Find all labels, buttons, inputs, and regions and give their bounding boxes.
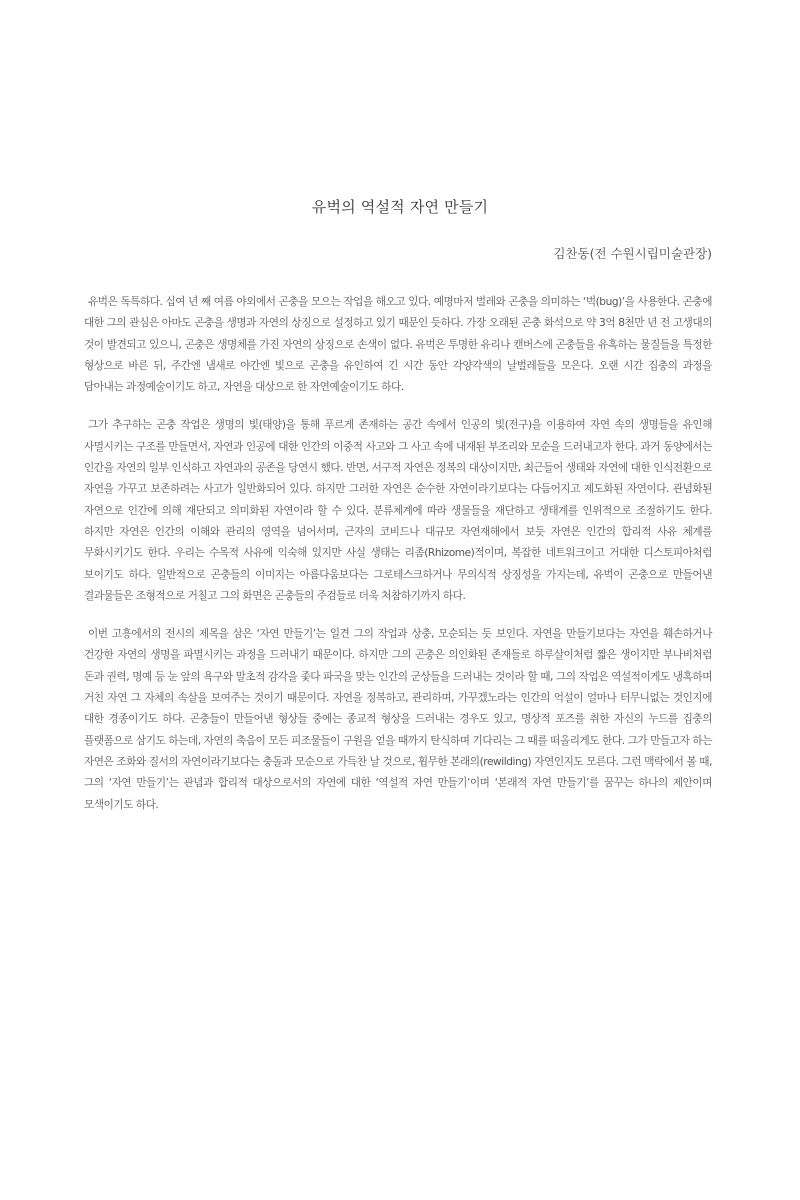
paragraph-1: 유벅은 독특하다. 십여 년 째 여름 야외에서 곤충을 모으는 작업을 해오고 있다. 예명마저 벌레와 곤충을 의미하는 ‘벅(bug)’을 사용한다. 곤충에 대한 그의 관심은 아마도 곤충을 생명과 자연의 상징으로 설정하고 있기 때문인 듯하다. 가장 오래된 곤충 화석으로 약 3억 8천만 년 전 고생대의 것이 발견되고 있으니, 곤충은 생명체를 가진 자연의 상징으로 손색이 없다. 유벅은 투명한 유리나 캔버스에 곤충들을 유혹하는 물질들을 특정한 형상으로 바른 뒤, 주간엔 냄새로 야간엔 빛으로 곤충을 유인하여 긴 시간 동안 각양각색의 날벌레들을 모은다. 오랜 시간 집충의 과정을 담아내는 과정예술이기도 하고, 자연을 대상으로 한 자연예술이기도 하다. <box>84 296 712 394</box>
document-author: 김찬동(전 수원시립미술관장) <box>553 246 712 261</box>
paragraph-3: 이번 고흥에서의 전시의 제목을 삼은 ‘자연 만들기’는 일견 그의 작업과 상충, 모순되는 듯 보인다. 자연을 만들기보다는 자연을 훼손하거나 건강한 자연의 생명을 파멸시키는 과정을 드러내기 때문이다. 하지만 그의 곤충은 의인화된 존재들로 하루살이처럼 짧은 생이지만 부나비처럼 돈과 권력, 명예 등 눈 앞의 욕구와 말초적 감각을 좇다 파국을 맞는 인간의 군상들을 드러내는 것이라 할 때, 그의 작업은 역설적이게도 냉혹하며 거친 자연 그 자체의 속살을 보여주는 것이기 때문이다. 자연을 정복하고, 관리하며, 가꾸겠노라는 인간의 억설이 얼마나 터무니없는 것인지에 대한 경종이기도 하다. 곤충들이 만들어낸 형상들 중에는 종교적 형상을 드러내는 경우도 있고, 명상적 포즈를 취한 자신의 누드를 집충의 플랫폼으로 삼기도 하는데, 자연의 축음이 모든 피조물들이 구원을 얻을 때까지 탄식하며 기다리는 그 때를 떠올리게도 한다. 그가 만들고자 하는 자연은 조화와 질서의 자연이라기보다는 충돌과 모순으로 가득찬 날 것으로, 휩무한 본래의(rewilding) 자연인지도 모른다. 그런 맥락에서 볼 때, 그의 ‘자연 만들기’는 관념과 합리적 대상으로서의 자연에 대한 ‘역설적 자연 만들기’이며 ‘본래적 자연 만들기’를 꿈꾸는 하나의 제안이며 모색이기도 하다. <box>84 628 712 811</box>
document-title: 유벅의 역설적 자연 만들기 <box>311 198 489 216</box>
paragraph-2: 그가 추구하는 곤충 작업은 생명의 빛(태양)을 통해 푸르게 존재하는 공간 속에서 인공의 빛(전구)을 이용하여 자연 속의 생명들을 유인해 사멸시키는 구조를 만들면서, 자연과 인공에 대한 인간의 이중적 사고와 그 사고 속에 내재된 부조리와 모순을 드러내고자 한다. 과거 동양에서는 인간을 자연의 일부 인식하고 자연과의 공존을 당연시 했다. 반면, 서구적 자연은 정복의 대상이지만, 최근들어 생태와 자연에 대한 인식전환으로 자연을 가꾸고 보존하려는 사고가 일반화되어 있다. 하지만 그러한 자연은 순수한 자연이라기보다는 다듬어지고 제도화된 자연이다. 관념화된 자연으로 인간에 의해 재단되고 의미화된 자연이라 할 수 있다. 분류체계에 따라 생물들을 재단하고 생태계를 인위적으로 조절하기도 한다. 하지만 자연은 인간의 이해와 관리의 영역을 넘어서며, 근자의 코비드나 대규모 자연재해에서 보듯 자연은 인간의 합리적 사유 체계를 무화시키기도 한다. 우리는 수목적 사유에 익숙해 있지만 사실 생태는 리좀(Rhizome)적이며, 복잡한 네트워크이고 거대한 디스토피아처럼 보이기도 하다. 일반적으로 곤충들의 이미지는 아름다움보다는 그로테스크하거나 무의식적 상징성을 가지는데, 유벅이 곤충으로 만들어낸 결과물들은 조형적으로 거칠고 그의 화면은 곤충들의 주검들로 더욱 처참하기까지 하다. <box>84 419 712 602</box>
document-body <box>84 292 712 833</box>
